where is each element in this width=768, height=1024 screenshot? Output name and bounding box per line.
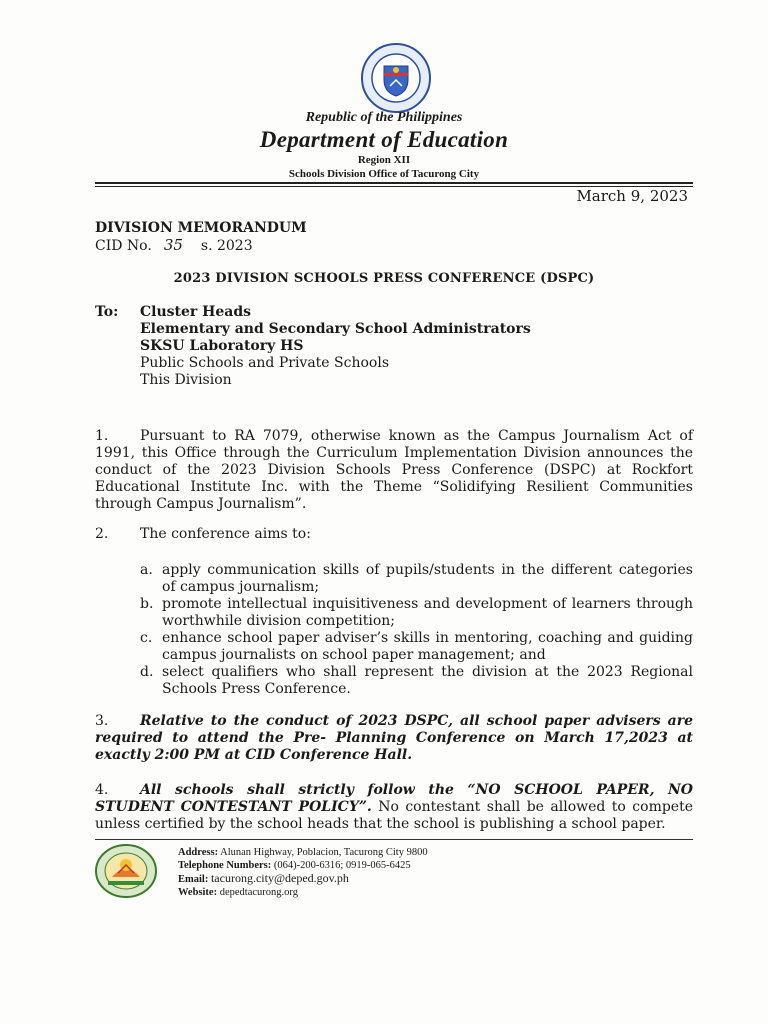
- paragraph-text: No contestant shall be allowed to compete unless certified by the school heads that the school is publishing a school paper.: [95, 799, 693, 832]
- list-letter: c.: [140, 630, 153, 646]
- paragraph-3: [95, 713, 693, 764]
- footer-divider: [95, 839, 693, 840]
- phone-value: (064)-200-6316; 0919-065-6425: [273, 860, 411, 871]
- recipient-line: Public Schools and Private Schools: [140, 355, 390, 371]
- list-item: [140, 630, 693, 664]
- footer-email: [178, 872, 428, 886]
- paragraph-text: Pursuant to RA 7079, otherwise known as the Campus Journalism Act of 1991, this Office through the Curriculum Implementation Division announces the conduct of the 2023 Division Schools Press Conference (DSPC) at Rockfort Educational Institute Inc. with the Theme “Solidifying Resilient Communities through Campus Journalism”.: [95, 428, 693, 512]
- recipient-line: This Division: [140, 372, 232, 388]
- paragraph-4: [95, 782, 693, 833]
- list-text: promote intellectual inquisitiveness and development of learners through worthwhile division competition;: [162, 596, 693, 629]
- division-office-label: Schools Division Office of Tacurong City: [288, 168, 480, 180]
- cid-series: s. 2023: [200, 238, 253, 254]
- email-value[interactable]: tacurong.city@deped.gov.ph: [210, 871, 349, 885]
- list-letter: b.: [140, 596, 154, 612]
- recipients-list: [140, 304, 531, 389]
- address-label: Address:: [178, 847, 219, 858]
- phone-label: Telephone Numbers:: [178, 860, 272, 871]
- list-text: select qualifiers who shall represent the division at the 2023 Regional Schools Press Conference.: [162, 664, 693, 697]
- list-letter: d.: [140, 664, 154, 680]
- aims-list: [140, 562, 693, 698]
- memo-date: March 9, 2023: [576, 187, 688, 205]
- list-text: enhance school paper adviser’s skills in mentoring, coaching and guiding campus journalists on school paper management; and: [162, 630, 693, 663]
- list-text: apply communication skills of pupils/students in the different categories of campus journalism;: [162, 562, 693, 595]
- department-heading: Department of Education: [259, 127, 509, 152]
- paragraph-1: [95, 428, 693, 513]
- footer-address: [178, 846, 428, 859]
- recipient-line: Elementary and Secondary School Administrators: [140, 321, 531, 337]
- paragraph-text: The conference aims to:: [140, 526, 311, 542]
- list-item: [140, 562, 693, 596]
- website-label: Website:: [178, 887, 218, 898]
- recipients-label: To:: [95, 304, 119, 320]
- republic-heading: Republic of the Philippines: [305, 110, 463, 125]
- paragraph-number: 1.: [95, 428, 109, 444]
- list-item: [140, 664, 693, 698]
- list-item: [140, 596, 693, 630]
- header-divider: [95, 182, 693, 184]
- memo-heading: DIVISION MEMORANDUM: [95, 220, 307, 236]
- email-label: Email:: [178, 874, 209, 885]
- paragraph-number: 2.: [95, 526, 109, 542]
- website-value[interactable]: depedtacurong.org: [219, 887, 298, 898]
- deped-seal-icon: [360, 42, 432, 114]
- paragraph-bold-text: All schools shall strictly follow the “NO SCHOOL PAPER, NO STUDENT CONTESTANT POLICY”.: [95, 782, 693, 815]
- recipient-line: Cluster Heads: [140, 304, 252, 320]
- footer-website: [178, 886, 428, 899]
- footer-contact: [178, 846, 428, 899]
- memo-subject: 2023 DIVISION SCHOOLS PRESS CONFERENCE (DSPC): [173, 271, 595, 286]
- cid-label: CID No.: [95, 238, 152, 254]
- address-value: Alunan Highway, Poblacion, Tacurong City 9800: [220, 847, 428, 858]
- paragraph-number: 4.: [95, 782, 109, 798]
- recipient-line: SKSU Laboratory HS: [140, 338, 304, 354]
- paragraph-text: Relative to the conduct of 2023 DSPC, all school paper advisers are required to attend the Pre- Planning Conference on March 17,2023 at exactly 2:00 PM at CID Conference Hall.: [95, 713, 693, 763]
- division-seal-icon: [94, 843, 158, 899]
- paragraph-2: [95, 526, 693, 543]
- cid-number-handwritten: 35: [163, 236, 183, 254]
- list-letter: a.: [140, 562, 153, 578]
- paragraph-number: 3.: [95, 713, 109, 729]
- memo-cid: [95, 236, 253, 254]
- region-label: Region XII: [357, 154, 411, 166]
